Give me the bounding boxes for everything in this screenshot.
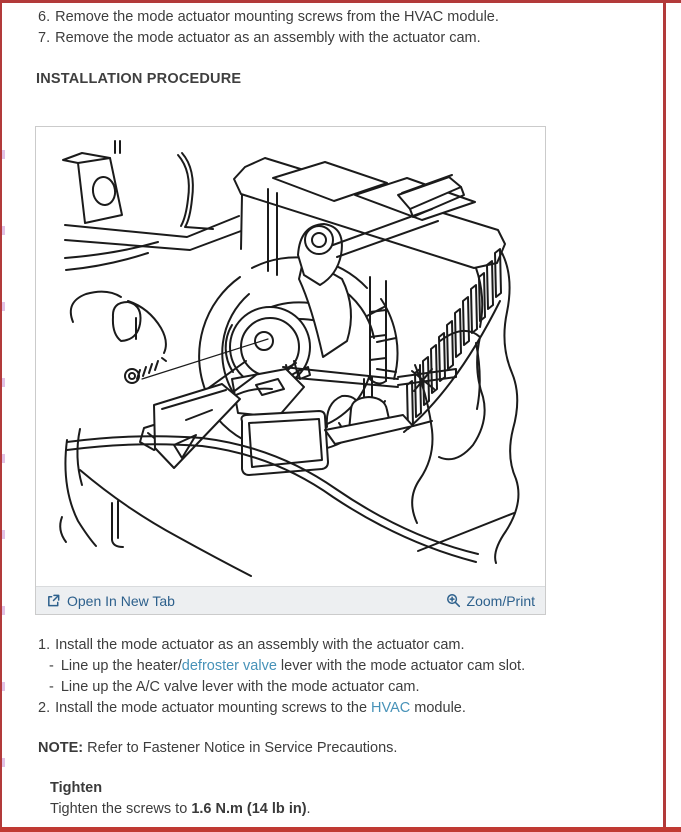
hvac-mode-actuator-diagram xyxy=(36,127,545,586)
step-number: 2. xyxy=(38,700,51,716)
substep-text-pre: Line up the heater/ xyxy=(60,658,182,674)
tighten-text-pre: Tighten the screws to xyxy=(50,801,192,817)
install-step-2 xyxy=(38,700,466,717)
figure-container xyxy=(35,126,546,615)
removal-step-6 xyxy=(38,9,499,26)
note-line xyxy=(38,740,397,757)
open-in-new-tab-icon xyxy=(46,593,61,608)
tighten-torque-value: 1.6 N.m (14 lb in) xyxy=(191,801,307,817)
removal-step-7 xyxy=(38,30,481,47)
section-heading: INSTALLATION PROCEDURE xyxy=(36,71,242,87)
page-border-top xyxy=(0,0,681,3)
open-in-new-tab-label: Open In New Tab xyxy=(67,592,175,609)
open-in-new-tab-link[interactable] xyxy=(46,593,175,609)
step-text-post: module. xyxy=(410,700,466,716)
step-text: Remove the mode actuator mounting screws from the HVAC module. xyxy=(55,9,499,25)
tighten-text-post: . xyxy=(306,801,311,817)
step-text-pre: Install the mode actuator mounting screws to the xyxy=(55,700,372,716)
hvac-link[interactable]: HVAC xyxy=(371,700,411,716)
figure-toolbar xyxy=(36,586,545,614)
install-substep-2 xyxy=(49,679,420,696)
note-label: NOTE: xyxy=(38,740,84,756)
page-border-right xyxy=(663,0,666,827)
step-number: 1. xyxy=(38,637,51,653)
tighten-spec xyxy=(50,801,311,818)
substep-text: Line up the A/C valve lever with the mode actuator cam. xyxy=(60,679,420,695)
dash-bullet: - xyxy=(49,658,54,674)
zoom-print-link[interactable] xyxy=(446,593,535,609)
left-dashed-accent xyxy=(2,150,5,790)
zoom-print-label: Zoom/Print xyxy=(466,592,535,609)
note-text: Refer to Fastener Notice in Service Precautions. xyxy=(83,740,398,756)
zoom-plus-icon xyxy=(446,593,461,608)
step-number: 7. xyxy=(38,30,51,46)
page-border-bottom xyxy=(0,827,681,832)
dash-bullet: - xyxy=(49,679,54,695)
step-text: Install the mode actuator as an assembly with the actuator cam. xyxy=(55,637,465,653)
step-number: 6. xyxy=(38,9,51,25)
defroster-valve-link[interactable]: defroster valve xyxy=(181,658,277,674)
tighten-heading: Tighten xyxy=(50,780,103,796)
install-substep-1 xyxy=(49,658,525,675)
step-text: Remove the mode actuator as an assembly with the actuator cam. xyxy=(55,30,481,46)
substep-text-post: lever with the mode actuator cam slot. xyxy=(276,658,526,674)
install-step-1 xyxy=(38,637,465,654)
